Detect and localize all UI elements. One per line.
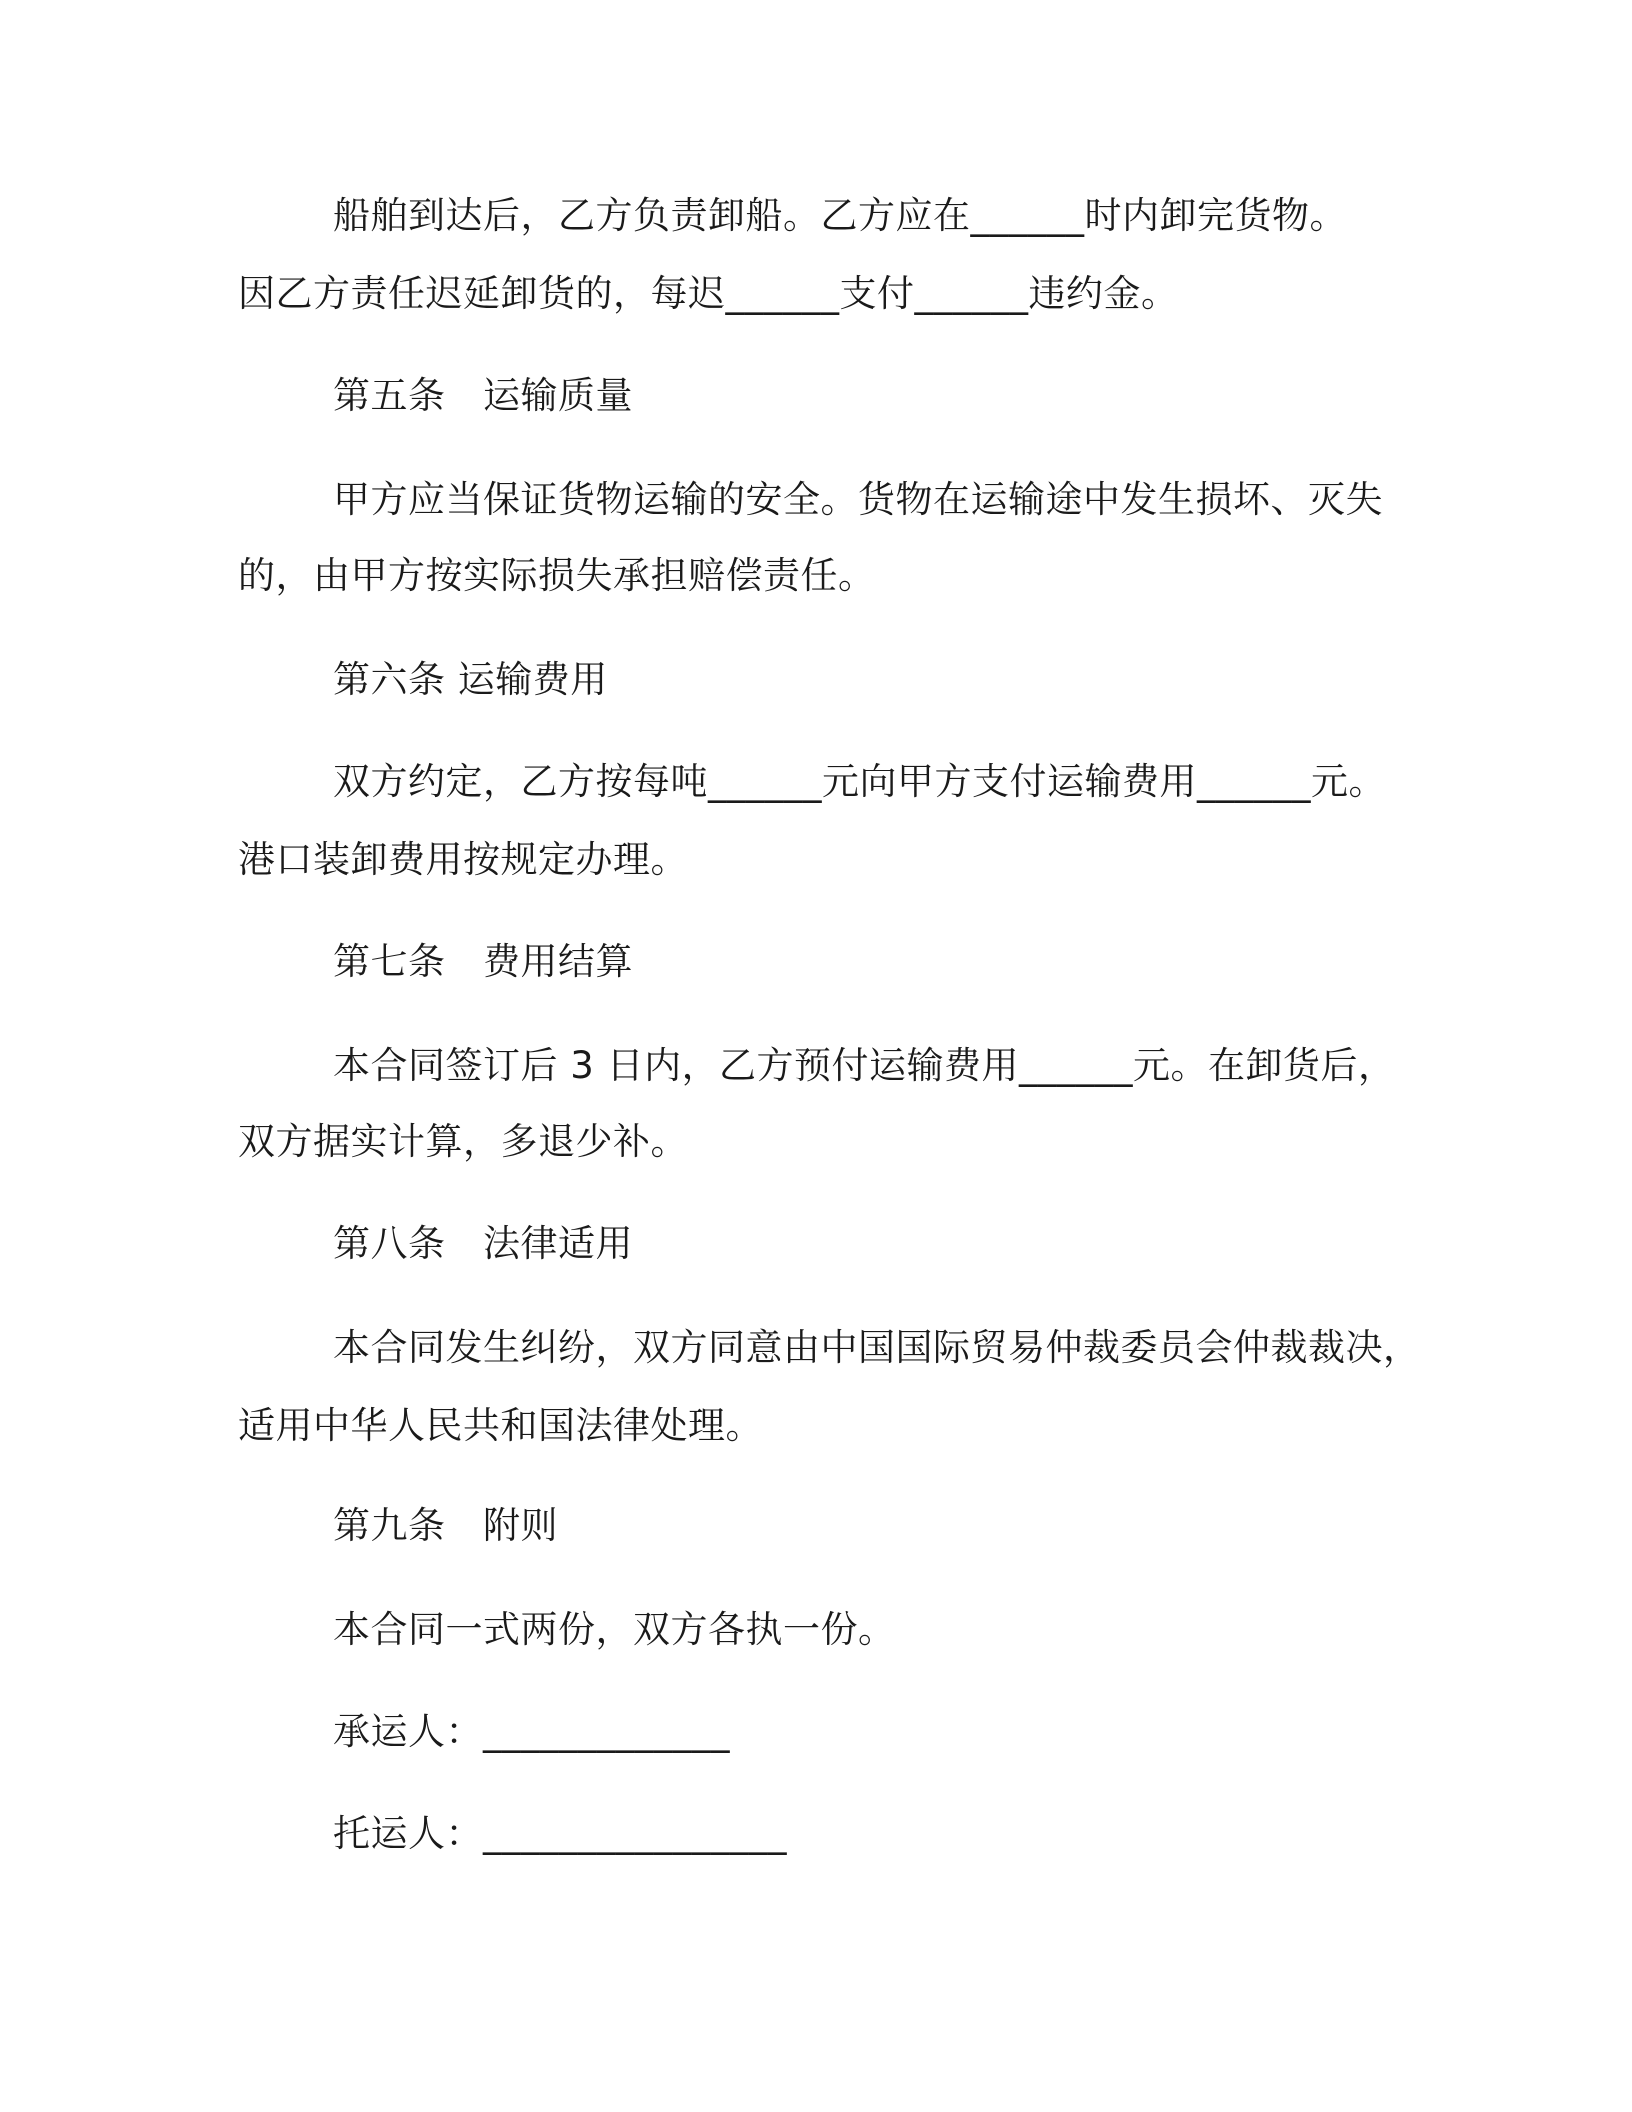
carrier-signature-line: 承运人：_____________	[333, 1710, 730, 1753]
paragraph-fees-line-1: 双方约定，乙方按每吨______元向甲方支付运输费用______元。	[333, 760, 1386, 803]
paragraph-copies: 本合同一式两份，双方各执一份。	[333, 1608, 896, 1651]
paragraph-quality-line-2: 的，由甲方按实际损失承担赔偿责任。	[238, 554, 876, 597]
paragraph-fees-line-2: 港口装卸费用按规定办理。	[238, 838, 688, 881]
shipper-signature-line: 托运人：________________	[333, 1812, 787, 1855]
paragraph-unloading-line-2: 因乙方责任迟延卸货的，每迟______支付______违约金。	[238, 272, 1179, 315]
article-8-heading: 第八条 法律适用	[333, 1222, 633, 1265]
article-7-heading: 第七条 费用结算	[333, 940, 633, 983]
paragraph-law-line-2: 适用中华人民共和国法律处理。	[238, 1404, 763, 1447]
paragraph-law-line-1: 本合同发生纠纷，双方同意由中国国际贸易仲裁委员会仲裁裁决，	[333, 1326, 1421, 1369]
paragraph-settlement-line-2: 双方据实计算，多退少补。	[238, 1120, 688, 1163]
article-6-heading: 第六条 运输费用	[333, 658, 608, 701]
article-5-heading: 第五条 运输质量	[333, 374, 633, 417]
paragraph-quality-line-1: 甲方应当保证货物运输的安全。货物在运输途中发生损坏、灭失	[333, 478, 1383, 521]
paragraph-settlement-line-1: 本合同签订后 3 日内，乙方预付运输费用______元。在卸货后，	[333, 1044, 1396, 1087]
paragraph-unloading-line-1: 船舶到达后，乙方负责卸船。乙方应在______时内卸完货物。	[333, 194, 1347, 237]
article-9-heading: 第九条 附则	[333, 1504, 558, 1547]
